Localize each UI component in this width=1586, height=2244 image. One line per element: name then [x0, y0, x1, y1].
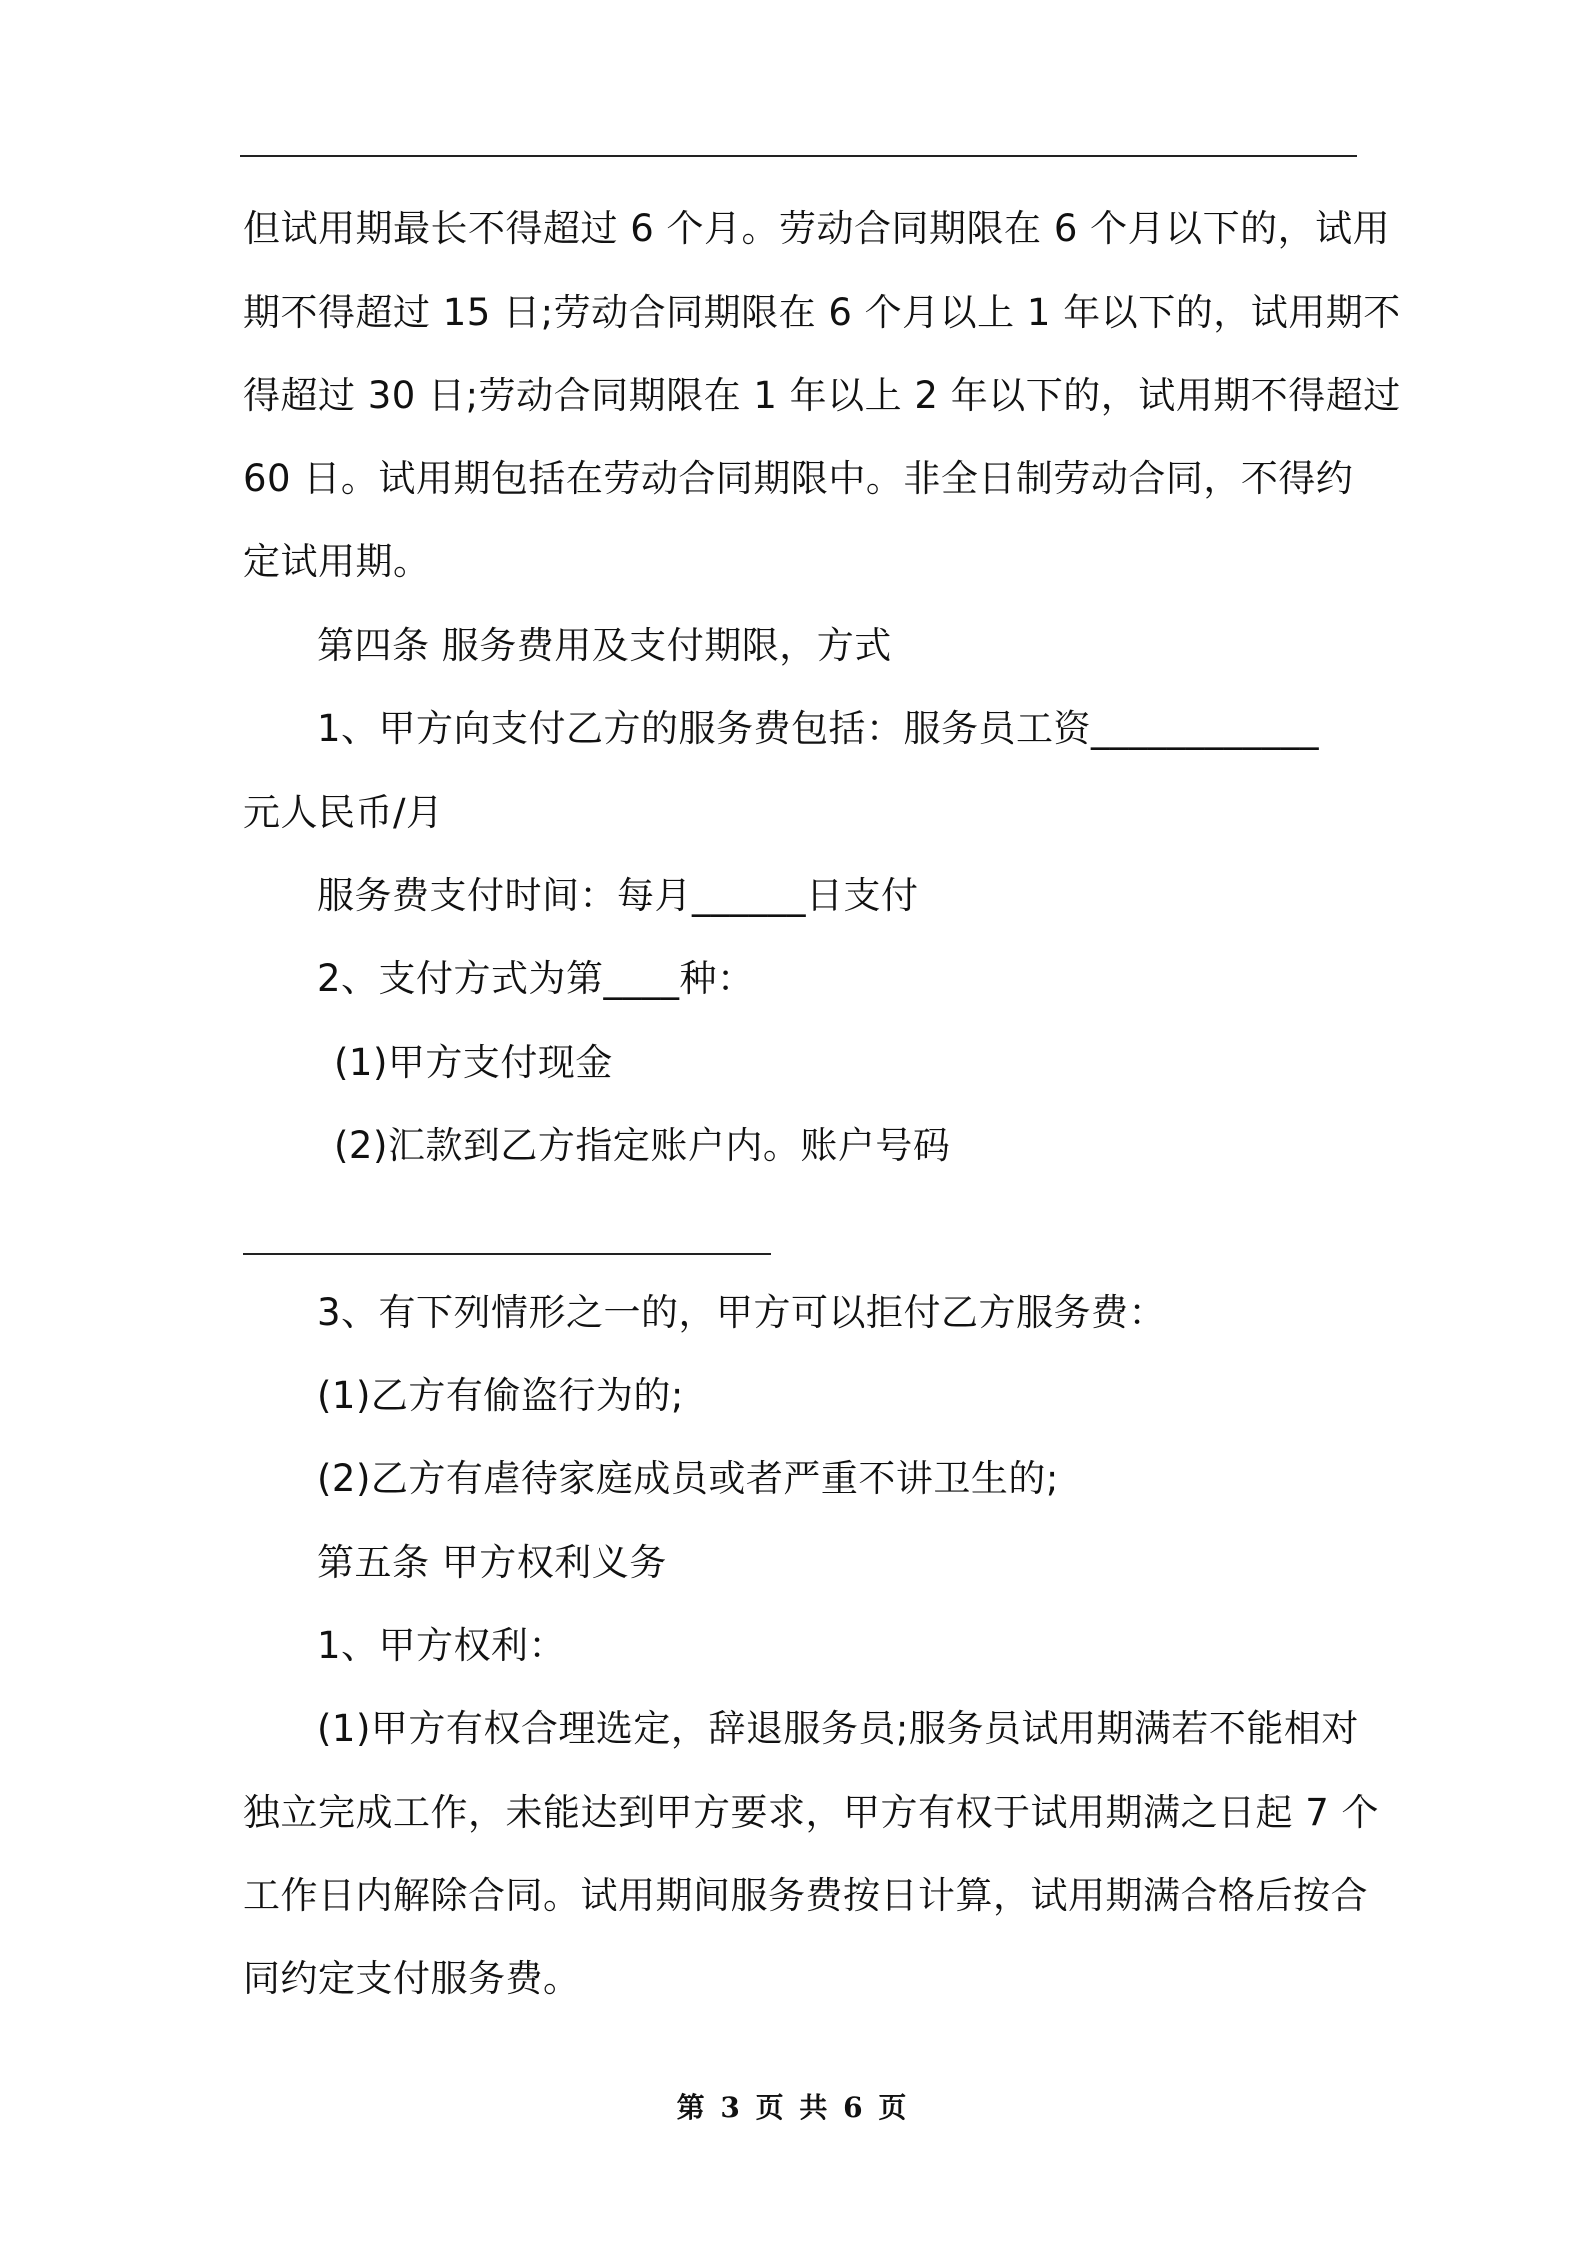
paragraph-line: 60 日。试用期包括在劳动合同期限中。非全日制劳动合同，不得约	[243, 457, 1354, 500]
paragraph-line: 定试用期。	[243, 540, 431, 583]
option-2: (2)汇款到乙方指定账户内。账户号码	[334, 1124, 951, 1167]
paragraph-line: 同约定支付服务费。	[243, 1957, 581, 2000]
option-1: (1)甲方支付现金	[334, 1041, 613, 1084]
clause-3-item-2: (2)乙方有虐待家庭成员或者严重不讲卫生的;	[317, 1457, 1059, 1500]
rights-item-1: (1)甲方有权合理选定，辞退服务员;服务员试用期满若不能相对	[317, 1707, 1359, 1750]
clause-1: 1、甲方向支付乙方的服务费包括：服务员工资____________	[317, 707, 1320, 750]
clause-2: 2、支付方式为第____种：	[317, 957, 755, 1000]
paragraph-line: 但试用期最长不得超过 6 个月。劳动合同期限在 6 个月以下的，试用	[243, 207, 1391, 250]
clause-party-a-rights: 1、甲方权利：	[317, 1624, 567, 1667]
section-heading-article-4: 第四条 服务费用及支付期限，方式	[317, 624, 892, 667]
paragraph-line: 得超过 30 日;劳动合同期限在 1 年以上 2 年以下的，试用期不得超过	[243, 374, 1401, 417]
account-number-blank	[243, 1253, 771, 1255]
paragraph-line: 期不得超过 15 日;劳动合同期限在 6 个月以上 1 年以下的，试用期不	[243, 291, 1401, 334]
paragraph-line: 独立完成工作，未能达到甲方要求，甲方有权于试用期满之日起 7 个	[243, 1791, 1380, 1834]
section-heading-article-5: 第五条 甲方权利义务	[317, 1541, 667, 1584]
clause-3: 3、有下列情形之一的，甲方可以拒付乙方服务费：	[317, 1291, 1167, 1334]
paragraph-line: 元人民币/月	[243, 791, 444, 834]
header-rule	[240, 155, 1357, 157]
page-number: 第 3 页 共 6 页	[676, 2091, 910, 2124]
paragraph-line: 工作日内解除合同。试用期间服务费按日计算，试用期满合格后按合	[243, 1874, 1368, 1917]
clause-3-item-1: (1)乙方有偷盗行为的;	[317, 1374, 684, 1417]
payment-time: 服务费支付时间：每月______日支付	[317, 874, 919, 917]
